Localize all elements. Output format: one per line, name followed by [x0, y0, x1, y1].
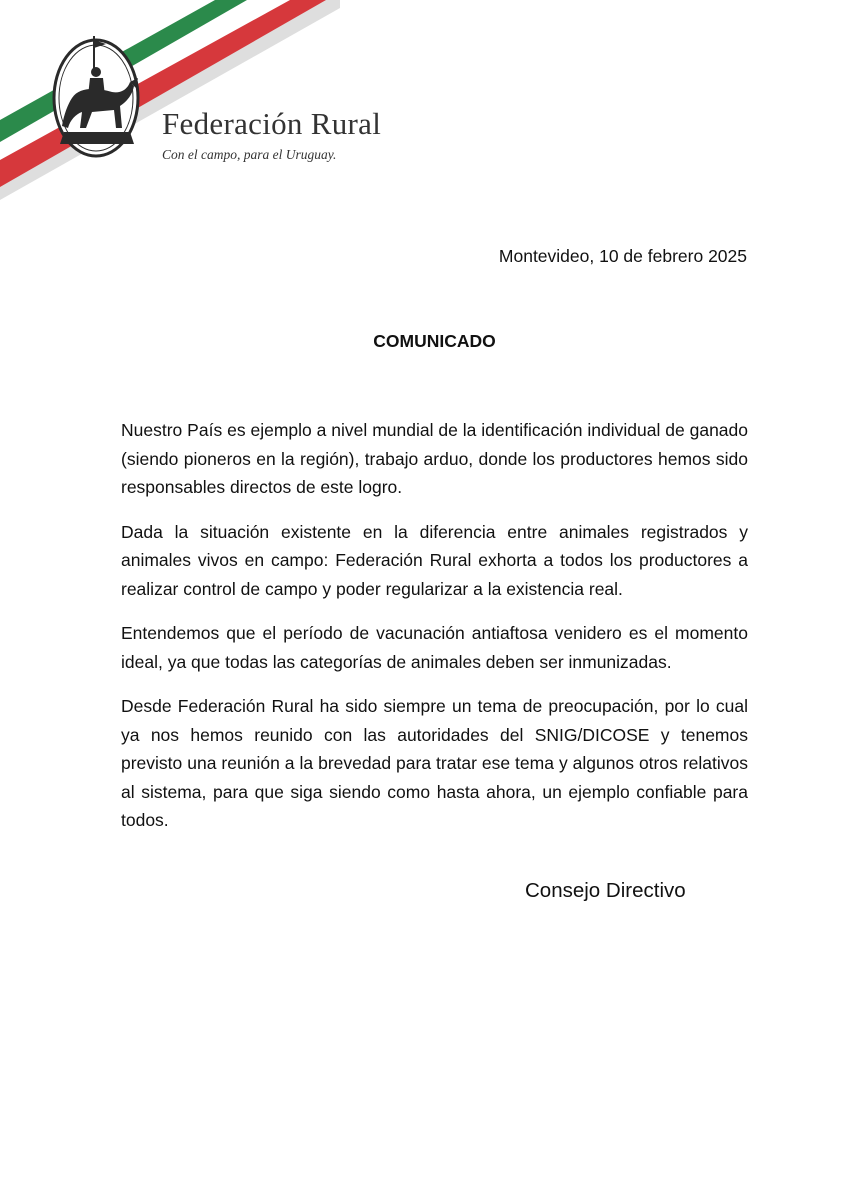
equestrian-statue-icon [50, 32, 146, 162]
org-name: Federación Rural [162, 106, 382, 141]
paragraph: Dada la situación existente en la diferencia entre animales registrados y animales vivos en campo: Federación Rural exhorta a todos los productores a realizar control de campo y poder regularizar a la existencia real. [121, 521, 748, 599]
signature: Consejo Directivo [525, 879, 686, 902]
letter-body [121, 416, 748, 851]
paragraph: Desde Federación Rural ha sido siempre un tema de preocupación, por lo cual ya nos hemos reunido con las autoridades del SNIG/DICOSE y tenemos previsto una reunión a la brevedad para tratar ese tema y algunos otros relativos al sistema, para que siga siendo como hasta ahora, un ejemplo confiable para todos. [121, 696, 748, 830]
org-tagline: Con el campo, para el Uruguay. [162, 147, 337, 162]
paragraph: Entendemos que el período de vacunación antiaftosa venidero es el momento ideal, ya que todas las categorías de animales deben ser inmunizadas. [121, 623, 748, 672]
paragraph: Nuestro País es ejemplo a nivel mundial de la identificación individual de ganado (siendo pioneros en la región), trabajo arduo, donde los productores hemos sido responsables directos de este logro. [121, 420, 748, 497]
document-title: COMUNICADO [373, 331, 496, 351]
letter-date: Montevideo, 10 de febrero 2025 [498, 246, 747, 266]
